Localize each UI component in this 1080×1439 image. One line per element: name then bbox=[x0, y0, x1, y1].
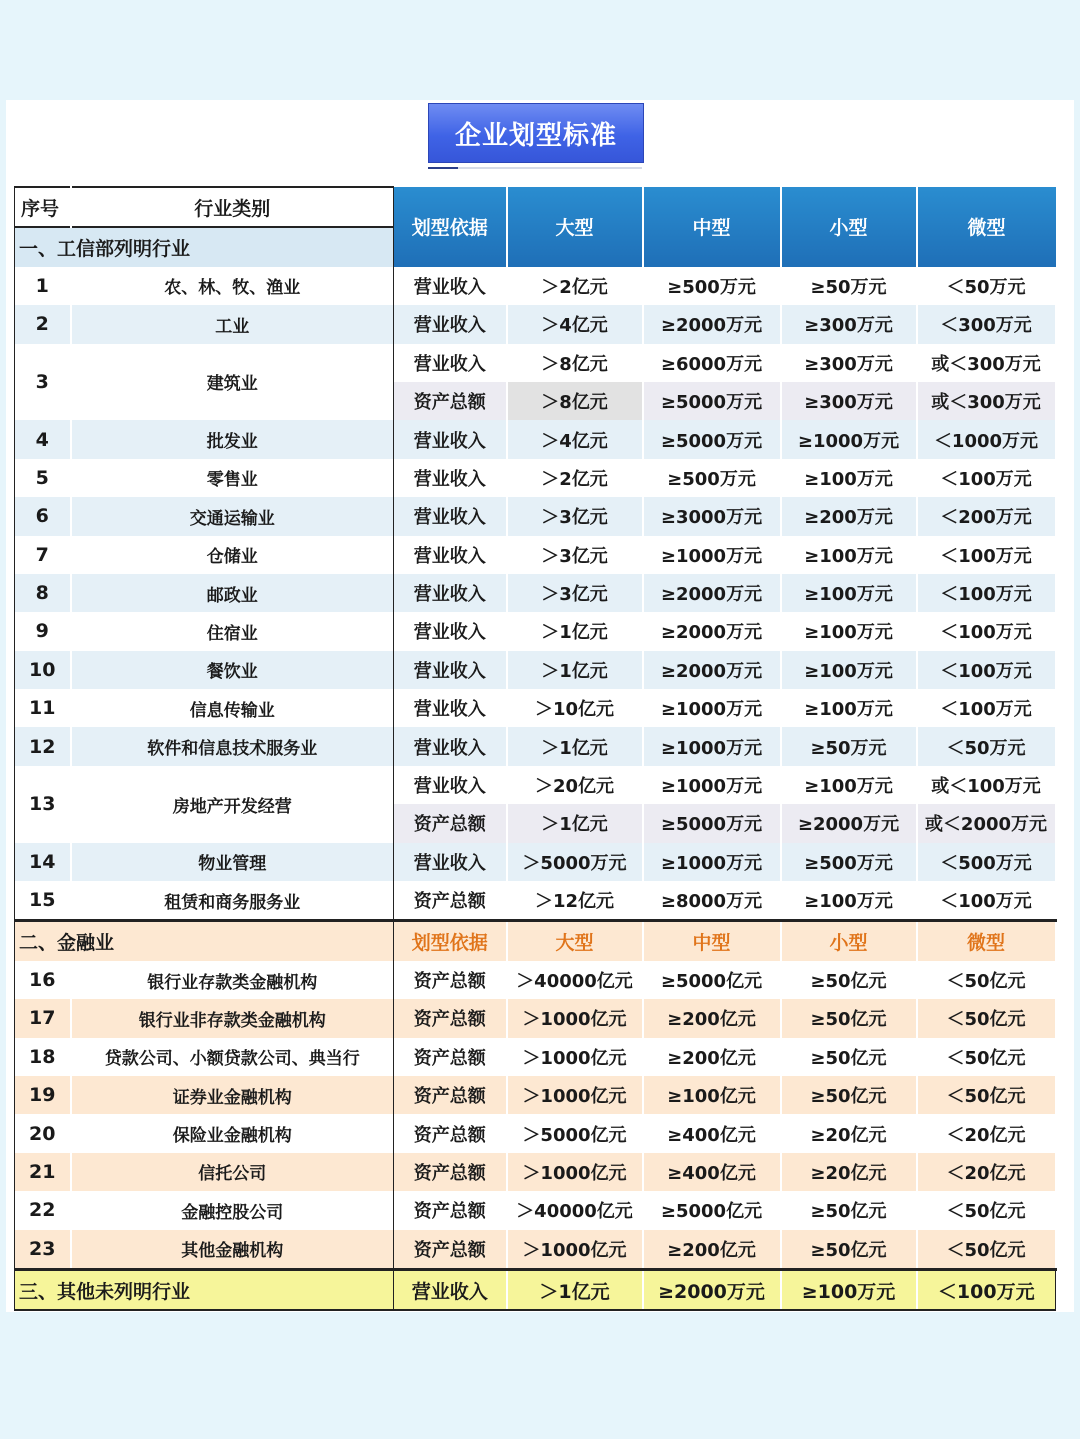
medium-value: ≥3000万元 bbox=[643, 497, 781, 535]
industry-name: 证券业金融机构 bbox=[71, 1076, 394, 1114]
medium-value: ≥400亿元 bbox=[643, 1114, 781, 1152]
table-row bbox=[15, 961, 1056, 999]
page-title: 企业划型标准 bbox=[428, 103, 644, 163]
industry-name: 租赁和商务服务业 bbox=[71, 881, 394, 921]
large-value: ＞1000亿元 bbox=[507, 1076, 643, 1114]
medium-value: ≥5000万元 bbox=[643, 420, 781, 458]
micro-value: ＜50亿元 bbox=[917, 961, 1056, 999]
small-value: ≥200万元 bbox=[781, 497, 917, 535]
row-number: 15 bbox=[15, 881, 71, 921]
table-row bbox=[15, 881, 1056, 921]
large-value: ＞12亿元 bbox=[507, 881, 643, 921]
large-value: ＞1000亿元 bbox=[507, 1038, 643, 1076]
table-row bbox=[15, 1038, 1056, 1076]
large-value: ＞4亿元 bbox=[507, 305, 643, 343]
industry-name: 邮政业 bbox=[71, 574, 394, 612]
basis-value: 营业收入 bbox=[394, 574, 507, 612]
industry-name: 金融控股公司 bbox=[71, 1191, 394, 1229]
large-value: ＞3亿元 bbox=[507, 574, 643, 612]
header-basis: 划型依据 bbox=[394, 187, 507, 267]
micro-value: ＜20亿元 bbox=[917, 1153, 1056, 1191]
medium-value: ≥1000万元 bbox=[643, 536, 781, 574]
micro-value: ＜50亿元 bbox=[917, 1076, 1056, 1114]
industry-name: 交通运输业 bbox=[71, 497, 394, 535]
section3-basis: 营业收入 bbox=[394, 1269, 507, 1310]
medium-value: ≥2000万元 bbox=[643, 612, 781, 650]
section2-label: 二、金融业 bbox=[15, 921, 394, 961]
row-number: 9 bbox=[15, 612, 71, 650]
table-row bbox=[15, 574, 1056, 612]
small-value: ≥50亿元 bbox=[781, 1076, 917, 1114]
large-value: ＞1亿元 bbox=[507, 651, 643, 689]
basis-value: 资产总额 bbox=[394, 881, 507, 921]
micro-value: ＜50亿元 bbox=[917, 1038, 1056, 1076]
section3-large: ＞1亿元 bbox=[507, 1269, 643, 1310]
medium-value: ≥1000万元 bbox=[643, 843, 781, 881]
small-value: ≥300万元 bbox=[781, 382, 917, 420]
basis-value: 资产总额 bbox=[394, 382, 507, 420]
section3-row bbox=[15, 1269, 1056, 1310]
micro-value: 或＜100万元 bbox=[917, 766, 1056, 804]
table-row bbox=[15, 420, 1056, 458]
industry-name: 银行业非存款类金融机构 bbox=[71, 999, 394, 1037]
basis-value: 资产总额 bbox=[394, 1191, 507, 1229]
row-number: 16 bbox=[15, 961, 71, 999]
micro-value: ＜500万元 bbox=[917, 843, 1056, 881]
medium-value: ≥500万元 bbox=[643, 459, 781, 497]
medium-value: ≥5000万元 bbox=[643, 804, 781, 842]
table-row bbox=[15, 305, 1056, 343]
industry-name: 工业 bbox=[71, 305, 394, 343]
large-value: ＞10亿元 bbox=[507, 689, 643, 727]
industry-name: 物业管理 bbox=[71, 843, 394, 881]
industry-name: 房地产开发经营 bbox=[71, 766, 394, 843]
basis-value: 资产总额 bbox=[394, 961, 507, 999]
micro-value: ＜100万元 bbox=[917, 689, 1056, 727]
micro-value: 或＜300万元 bbox=[917, 344, 1056, 382]
basis-value: 资产总额 bbox=[394, 804, 507, 842]
basis-value: 营业收入 bbox=[394, 612, 507, 650]
basis-value: 营业收入 bbox=[394, 497, 507, 535]
table-row bbox=[15, 1153, 1056, 1191]
row-number: 22 bbox=[15, 1191, 71, 1229]
small-value: ≥50万元 bbox=[781, 727, 917, 765]
table-row bbox=[15, 766, 1056, 804]
industry-name: 餐饮业 bbox=[71, 651, 394, 689]
medium-value: ≥200亿元 bbox=[643, 1230, 781, 1270]
small-value: ≥50亿元 bbox=[781, 961, 917, 999]
small-value: ≥100万元 bbox=[781, 651, 917, 689]
large-value: ＞8亿元 bbox=[507, 382, 643, 420]
section2-basis: 划型依据 bbox=[394, 921, 507, 961]
large-value: ＞1000亿元 bbox=[507, 1230, 643, 1270]
basis-value: 营业收入 bbox=[394, 651, 507, 689]
row-number: 3 bbox=[15, 344, 71, 421]
table-row bbox=[15, 727, 1056, 765]
large-value: ＞2亿元 bbox=[507, 459, 643, 497]
table-row bbox=[15, 843, 1056, 881]
small-value: ≥50亿元 bbox=[781, 999, 917, 1037]
medium-value: ≥200亿元 bbox=[643, 1038, 781, 1076]
row-number: 12 bbox=[15, 727, 71, 765]
industry-name: 农、林、牧、渔业 bbox=[71, 267, 394, 305]
table-row bbox=[15, 612, 1056, 650]
large-value: ＞40000亿元 bbox=[507, 961, 643, 999]
basis-value: 营业收入 bbox=[394, 305, 507, 343]
section2-large: 大型 bbox=[507, 921, 643, 961]
section3-small: ≥100万元 bbox=[781, 1269, 917, 1310]
row-number: 4 bbox=[15, 420, 71, 458]
section3-medium: ≥2000万元 bbox=[643, 1269, 781, 1310]
small-value: ≥500万元 bbox=[781, 843, 917, 881]
micro-value: ＜100万元 bbox=[917, 574, 1056, 612]
basis-value: 营业收入 bbox=[394, 344, 507, 382]
industry-name: 住宿业 bbox=[71, 612, 394, 650]
micro-value: ＜50万元 bbox=[917, 727, 1056, 765]
large-value: ＞1亿元 bbox=[507, 727, 643, 765]
micro-value: ＜100万元 bbox=[917, 612, 1056, 650]
section1-label: 一、工信部列明行业 bbox=[15, 227, 394, 266]
medium-value: ≥500万元 bbox=[643, 267, 781, 305]
row-number: 7 bbox=[15, 536, 71, 574]
table-row bbox=[15, 267, 1056, 305]
small-value: ≥100万元 bbox=[781, 881, 917, 921]
micro-value: ＜100万元 bbox=[917, 536, 1056, 574]
medium-value: ≥5000亿元 bbox=[643, 961, 781, 999]
large-value: ＞20亿元 bbox=[507, 766, 643, 804]
industry-name: 零售业 bbox=[71, 459, 394, 497]
large-value: ＞5000万元 bbox=[507, 843, 643, 881]
micro-value: ＜100万元 bbox=[917, 651, 1056, 689]
industry-name: 批发业 bbox=[71, 420, 394, 458]
section3-label: 三、其他未列明行业 bbox=[15, 1269, 394, 1310]
basis-value: 营业收入 bbox=[394, 536, 507, 574]
header-industry: 行业类别 bbox=[71, 187, 394, 227]
table-row bbox=[15, 1076, 1056, 1114]
large-value: ＞5000亿元 bbox=[507, 1114, 643, 1152]
basis-value: 资产总额 bbox=[394, 1038, 507, 1076]
table-row bbox=[15, 651, 1056, 689]
large-value: ＞4亿元 bbox=[507, 420, 643, 458]
basis-value: 营业收入 bbox=[394, 459, 507, 497]
table-row bbox=[15, 497, 1056, 535]
small-value: ≥100万元 bbox=[781, 612, 917, 650]
section2-medium: 中型 bbox=[643, 921, 781, 961]
medium-value: ≥2000万元 bbox=[643, 305, 781, 343]
micro-value: 或＜2000万元 bbox=[917, 804, 1056, 842]
medium-value: ≥5000万元 bbox=[643, 382, 781, 420]
micro-value: ＜50亿元 bbox=[917, 1191, 1056, 1229]
medium-value: ≥8000万元 bbox=[643, 881, 781, 921]
large-value: ＞40000亿元 bbox=[507, 1191, 643, 1229]
table-row bbox=[15, 1114, 1056, 1152]
row-number: 11 bbox=[15, 689, 71, 727]
basis-value: 营业收入 bbox=[394, 689, 507, 727]
medium-value: ≥1000万元 bbox=[643, 766, 781, 804]
medium-value: ≥1000万元 bbox=[643, 727, 781, 765]
small-value: ≥100万元 bbox=[781, 574, 917, 612]
micro-value: ＜300万元 bbox=[917, 305, 1056, 343]
section2-small: 小型 bbox=[781, 921, 917, 961]
row-number: 8 bbox=[15, 574, 71, 612]
section2-header bbox=[15, 921, 1056, 961]
basis-value: 营业收入 bbox=[394, 420, 507, 458]
basis-value: 营业收入 bbox=[394, 267, 507, 305]
table-row bbox=[15, 344, 1056, 382]
industry-name: 信托公司 bbox=[71, 1153, 394, 1191]
basis-value: 资产总额 bbox=[394, 1114, 507, 1152]
table-row bbox=[15, 999, 1056, 1037]
row-number: 6 bbox=[15, 497, 71, 535]
micro-value: ＜100万元 bbox=[917, 459, 1056, 497]
micro-value: ＜200万元 bbox=[917, 497, 1056, 535]
micro-value: ＜100万元 bbox=[917, 881, 1056, 921]
medium-value: ≥100亿元 bbox=[643, 1076, 781, 1114]
industry-name: 信息传输业 bbox=[71, 689, 394, 727]
basis-value: 营业收入 bbox=[394, 766, 507, 804]
row-number: 10 bbox=[15, 651, 71, 689]
medium-value: ≥1000万元 bbox=[643, 689, 781, 727]
basis-value: 营业收入 bbox=[394, 727, 507, 765]
industry-name: 仓储业 bbox=[71, 536, 394, 574]
basis-value: 资产总额 bbox=[394, 999, 507, 1037]
small-value: ≥50亿元 bbox=[781, 1191, 917, 1229]
table-row bbox=[15, 689, 1056, 727]
micro-value: ＜50亿元 bbox=[917, 999, 1056, 1037]
large-value: ＞8亿元 bbox=[507, 344, 643, 382]
classification-table bbox=[14, 186, 1057, 1311]
row-number: 2 bbox=[15, 305, 71, 343]
basis-value: 资产总额 bbox=[394, 1076, 507, 1114]
header-no: 序号 bbox=[15, 187, 71, 227]
large-value: ＞1亿元 bbox=[507, 612, 643, 650]
header-micro: 微型 bbox=[917, 187, 1056, 267]
large-value: ＞2亿元 bbox=[507, 267, 643, 305]
large-value: ＞1000亿元 bbox=[507, 1153, 643, 1191]
small-value: ≥100万元 bbox=[781, 459, 917, 497]
table-row bbox=[15, 1230, 1056, 1270]
industry-name: 建筑业 bbox=[71, 344, 394, 421]
small-value: ≥20亿元 bbox=[781, 1153, 917, 1191]
table-row bbox=[15, 1191, 1056, 1229]
industry-name: 其他金融机构 bbox=[71, 1230, 394, 1270]
medium-value: ≥6000万元 bbox=[643, 344, 781, 382]
title-underline bbox=[428, 167, 642, 169]
small-value: ≥50亿元 bbox=[781, 1230, 917, 1270]
industry-name: 银行业存款类金融机构 bbox=[71, 961, 394, 999]
basis-value: 资产总额 bbox=[394, 1230, 507, 1270]
micro-value: ＜20亿元 bbox=[917, 1114, 1056, 1152]
large-value: ＞1000亿元 bbox=[507, 999, 643, 1037]
small-value: ≥300万元 bbox=[781, 305, 917, 343]
micro-value: ＜50万元 bbox=[917, 267, 1056, 305]
industry-name: 保险业金融机构 bbox=[71, 1114, 394, 1152]
table-row bbox=[15, 536, 1056, 574]
medium-value: ≥400亿元 bbox=[643, 1153, 781, 1191]
small-value: ≥100万元 bbox=[781, 766, 917, 804]
medium-value: ≥200亿元 bbox=[643, 999, 781, 1037]
small-value: ≥1000万元 bbox=[781, 420, 917, 458]
small-value: ≥50亿元 bbox=[781, 1038, 917, 1076]
medium-value: ≥2000万元 bbox=[643, 574, 781, 612]
medium-value: ≥2000万元 bbox=[643, 651, 781, 689]
small-value: ≥50万元 bbox=[781, 267, 917, 305]
row-number: 1 bbox=[15, 267, 71, 305]
row-number: 23 bbox=[15, 1230, 71, 1270]
industry-name: 软件和信息技术服务业 bbox=[71, 727, 394, 765]
medium-value: ≥5000亿元 bbox=[643, 1191, 781, 1229]
small-value: ≥2000万元 bbox=[781, 804, 917, 842]
row-number: 20 bbox=[15, 1114, 71, 1152]
row-number: 21 bbox=[15, 1153, 71, 1191]
section3-micro: ＜100万元 bbox=[917, 1269, 1056, 1310]
small-value: ≥100万元 bbox=[781, 689, 917, 727]
small-value: ≥100万元 bbox=[781, 536, 917, 574]
row-number: 18 bbox=[15, 1038, 71, 1076]
small-value: ≥20亿元 bbox=[781, 1114, 917, 1152]
row-number: 13 bbox=[15, 766, 71, 843]
row-number: 17 bbox=[15, 999, 71, 1037]
micro-value: ＜50亿元 bbox=[917, 1230, 1056, 1270]
header-large: 大型 bbox=[507, 187, 643, 267]
large-value: ＞1亿元 bbox=[507, 804, 643, 842]
large-value: ＞3亿元 bbox=[507, 497, 643, 535]
industry-name: 贷款公司、小额贷款公司、典当行 bbox=[71, 1038, 394, 1076]
row-number: 19 bbox=[15, 1076, 71, 1114]
micro-value: ＜1000万元 bbox=[917, 420, 1056, 458]
header-medium: 中型 bbox=[643, 187, 781, 267]
micro-value: 或＜300万元 bbox=[917, 382, 1056, 420]
section2-micro: 微型 bbox=[917, 921, 1056, 961]
large-value: ＞3亿元 bbox=[507, 536, 643, 574]
header-small: 小型 bbox=[781, 187, 917, 267]
small-value: ≥300万元 bbox=[781, 344, 917, 382]
row-number: 14 bbox=[15, 843, 71, 881]
row-number: 5 bbox=[15, 459, 71, 497]
table-row bbox=[15, 459, 1056, 497]
basis-value: 资产总额 bbox=[394, 1153, 507, 1191]
basis-value: 营业收入 bbox=[394, 843, 507, 881]
